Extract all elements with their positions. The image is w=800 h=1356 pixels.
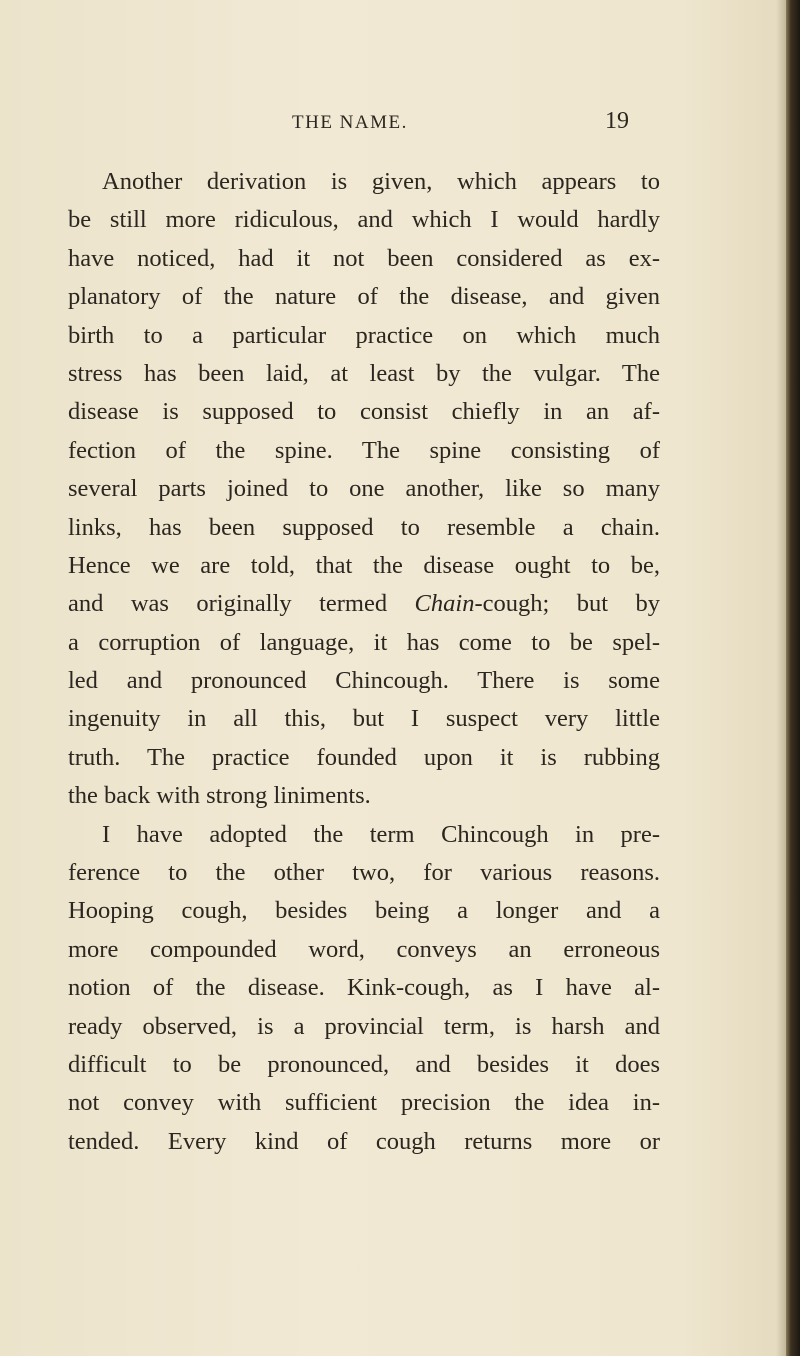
text-line: ference to the other two, for various reasons.: [68, 859, 660, 887]
text-line-with-italic: [68, 585, 660, 623]
text-line: led and pronounced Chincough. There is some: [68, 667, 660, 695]
running-head: THE NAME.: [292, 112, 408, 133]
text-line: links, has been supposed to resemble a chain.: [68, 513, 660, 541]
body-text: [68, 163, 660, 1161]
page-gutter-shadow: [776, 0, 786, 1356]
text-line: more compounded word, conveys an erroneous: [68, 935, 660, 963]
text-line: several parts joined to one another, like so many: [68, 475, 660, 503]
text-line: ready observed, is a provincial term, is harsh and: [68, 1012, 660, 1040]
page-header: [0, 108, 800, 142]
text-line: fection of the spine. The spine consisting of: [68, 436, 660, 464]
text-line: Hence we are told, that the disease ought to be,: [68, 551, 660, 579]
text-line: stress has been laid, at least by the vulgar. The: [68, 359, 660, 387]
text-line: a corruption of language, it has come to be spel-: [68, 628, 660, 656]
book-spine-edge: [786, 0, 800, 1356]
page-number: 19: [605, 108, 629, 134]
text-line: planatory of the nature of the disease, and given: [68, 283, 660, 311]
text-line: I have adopted the term Chincough in pre-: [102, 820, 660, 848]
text-line: notion of the disease. Kink-cough, as I have al-: [68, 974, 660, 1002]
text-line: birth to a particular practice on which much: [68, 321, 660, 349]
text-fragment: -cough; but by: [474, 590, 660, 618]
italic-term: Chain: [414, 590, 475, 618]
text-line: the back with strong liniments.: [68, 782, 371, 810]
text-line: Another derivation is given, which appears to: [102, 168, 660, 195]
text-line: ingenuity in all this, but I suspect very little: [68, 705, 660, 733]
text-line: not convey with sufficient precision the idea in-: [68, 1089, 660, 1117]
text-line: disease is supposed to consist chiefly in an af-: [68, 398, 660, 426]
text-line: difficult to be pronounced, and besides it does: [68, 1050, 660, 1078]
text-line: be still more ridiculous, and which I would hardly: [68, 206, 660, 234]
text-line: Hooping cough, besides being a longer and a: [68, 897, 660, 925]
text-line: tended. Every kind of cough returns more or: [68, 1127, 660, 1155]
text-fragment: and was originally termed: [68, 590, 388, 618]
text-line: have noticed, had it not been considered as ex-: [68, 244, 660, 272]
text-line: truth. The practice founded upon it is rubbing: [68, 743, 660, 771]
